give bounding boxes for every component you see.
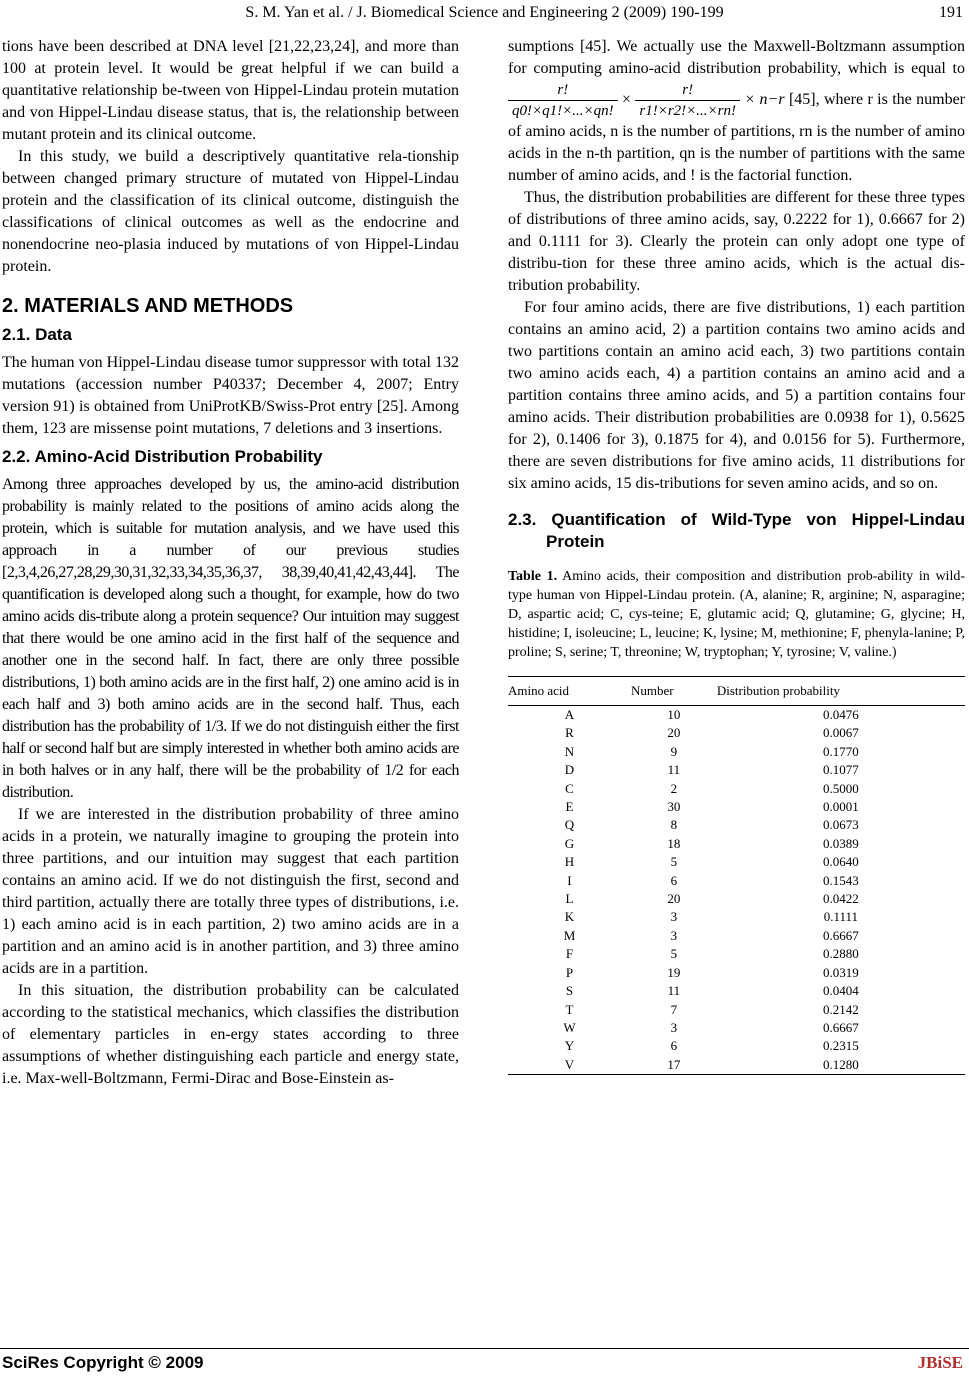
table-cell: 0.0422: [823, 891, 859, 907]
formula-denominator: q0!×q1!×...×qn!: [512, 103, 614, 119]
subsection-heading-distribution: 2.2. Amino-Acid Distribution Probability: [2, 447, 323, 466]
table-cell: 0.1280: [717, 1056, 965, 1075]
table-cell: N: [564, 743, 575, 759]
paragraph: Thus, the distribution probabilities are different for these three types of distributions of three amino acids, say, 0.2222 for 1), 0.6667 for 2) and 0.1111 for 3). Clearly the protein can only adopt one type of distribu-tion for these three amino acids, which is the actual dis-tribution probability.: [508, 189, 965, 294]
column-header: Amino acid: [508, 677, 631, 706]
table-cell: 0.2315: [823, 1038, 859, 1054]
table-cell: 0.1111: [823, 909, 859, 925]
table-row: [508, 1056, 965, 1075]
table-cell: 0.0389: [823, 835, 859, 851]
paragraph: Among three approaches developed by us, the amino-acid distribution probability is mainly related to the positions of amino acids along the protein, which is suitable for mutation analysis, and we have used this approach in a number of our previous studies [2,3,4,26,27,28,29,30,31,32,33,34,35,36,37, 38,39,40,41,42,43,44]. The quantification is developed along such a thought, for example, how do two amino acids dis-tribute along a protein sequence? Our intuition may suggest that there would be one amino acid in the first half of the sequence and another one in the second half. In fact, there are only three possible distributions, 1) both amino acids are in the first half, 2) one amino acid is in each half and 3) both amino acids are in the second half. Thus, each distribution has the probability of 1/3. If we do not distinguish either the first half or second half but are simply interested in whether both amino acids are in both halves or in any half, there will be the probability of 1/2 for each distribution.: [2, 476, 459, 801]
table-cell: 0.0640: [823, 854, 859, 870]
table-cell: Q: [564, 817, 575, 833]
table-cell: 0.5000: [823, 780, 859, 796]
paragraph: In this study, we build a descriptively quantitative rela-tionship between changed primary structure of mutated von Hippel-Lindau protein and the classification of its clinical outcome, distinguish the classifications of clinical outcomes as well as the endocrine and nonendocrine neo-plasia induced by mutations of von Hippel-Lindau protein.: [2, 148, 459, 275]
section-heading-methods: 2. MATERIALS AND METHODS: [2, 295, 294, 317]
table-cell: 3: [670, 909, 678, 925]
table-row: [508, 945, 965, 963]
table-cell: 0.1770: [823, 743, 859, 759]
table-caption-text: Amino acids, their composition and distribution prob-ability in wild-type human von Hippel-Lindau protein. (A, alanine; R, arginine; N, asparagine; D, aspartic acid; C, cys-teine; E, glutamic acid; Q, glutamine; G, glycine; H, histidine; I, isoleucine; L, leucine; K, lysine; M, methionine; F, phenyla-lanine; P, proline; S, serine; T, threonine; W, tryptophan; Y, tyrosine; V, valine.): [508, 569, 965, 660]
table-cell: 0.0001: [823, 799, 859, 815]
formula-tail: × n−r: [744, 91, 785, 109]
table-cell: 5: [670, 946, 678, 962]
table-cell: 0.1543: [823, 872, 859, 888]
copyright: SciRes Copyright © 2009: [2, 1353, 204, 1372]
table-cell: 0.1077: [823, 762, 859, 778]
table-cell: 7: [670, 1001, 678, 1017]
amino-acid-table: [508, 676, 965, 1075]
table-cell: A: [564, 707, 575, 722]
table-cell: S: [565, 983, 574, 999]
table-cell: 10: [667, 707, 681, 722]
table-cell: M: [563, 927, 576, 943]
table-cell: 0.0673: [823, 817, 859, 833]
table-cell: 30: [667, 799, 681, 815]
paragraph-text: sumptions [45]. We actually use the Maxwell-Boltzmann assumption for computing amino-acid distribution probability, which is equal to: [508, 38, 965, 77]
table-cell: Y: [564, 1038, 575, 1054]
table-cell: R: [565, 725, 574, 741]
page-number: 191: [939, 4, 963, 21]
formula-denominator: r1!×r2!×...×rn!: [639, 103, 737, 119]
table-cell: 0.0404: [823, 983, 859, 999]
table-cell: 0.6667: [823, 927, 859, 943]
table-row: [508, 798, 965, 816]
paragraph: If we are interested in the distribution probability of three amino acids in a protein, we naturally imagine to grouping the protein into three partitions, and our intuition may suggest that each partition contains an amino acid. If we do not distinguish the first, second and third partition, actually there are totally three types of distributions, i.e. 1) each amino acid is in each partition, 2) two amino acids are in a partition and an amino acid is in another partition, and 3) three amino acids are in a partition.: [2, 806, 459, 977]
table-cell: 0.0067: [823, 725, 859, 741]
table-cell: 0.6667: [823, 1019, 859, 1035]
table-label: Table 1.: [508, 569, 558, 584]
column-header: Distribution probability: [717, 677, 965, 706]
running-head-text: S. M. Yan et al. / J. Biomedical Science and Engineering 2 (2009) 190-199: [245, 4, 724, 21]
table-cell: D: [564, 762, 575, 778]
table-row: [508, 706, 965, 725]
formula-numerator: r!: [635, 80, 740, 101]
table-cell: V: [508, 1056, 631, 1075]
table-cell: H: [564, 854, 575, 870]
table-cell: 0.0476: [823, 707, 859, 722]
table-cell: 9: [670, 743, 678, 759]
formula-fraction-1: [508, 80, 618, 121]
table-cell: 17: [631, 1056, 717, 1075]
formula-fraction-2: [635, 80, 740, 121]
right-column: [508, 36, 965, 1075]
table-cell: C: [565, 780, 574, 796]
table-cell: 11: [667, 983, 681, 999]
journal-abbrev: JBiSE: [917, 1353, 963, 1372]
paragraph-text: [45], where r is the number of amino acids, n is the number of partitions, rn is the number of amino acids in the n-th partition, qn is the number of partitions with the same number of amino acids, and ! is the factorial function.: [508, 91, 966, 184]
left-column: [2, 36, 459, 1090]
table-cell: 18: [667, 835, 681, 851]
table-row: [508, 908, 965, 926]
table-row: [508, 835, 965, 853]
table-row: [508, 724, 965, 742]
table-row: [508, 964, 965, 982]
table-cell: E: [565, 799, 574, 815]
table-row: [508, 853, 965, 871]
table-cell: 2: [670, 780, 678, 796]
footer-rule: [0, 1348, 969, 1349]
paragraph: tions have been described at DNA level [21,22,23,24], and more than 100 at protein level. It would be great helpful if we can build a quantitative relationship be-tween von Hippel-Lindau protein mutation and von Hippel-Lindau disease status, that is, the relationship between mutant protein and its clinical outcome.: [2, 38, 459, 143]
formula-numerator: r!: [508, 80, 618, 101]
table-cell: 11: [667, 762, 681, 778]
table-row: [508, 1001, 965, 1019]
paragraph: The human von Hippel-Lindau disease tumor suppressor with total 132 mutations (accession number P40337; December 4, 2007; Entry version 91) is obtained from UniProtKB/Swiss-Prot entry [25]. Among them, 123 are missense point mutations, 7 deletions and 3 insertions.: [2, 354, 459, 437]
subsection-heading-wild-type: 2.3. Quantification of Wild-Type von Hippel-Lindau Protein: [508, 510, 965, 551]
table-row: [508, 872, 965, 890]
table-cell: 20: [667, 725, 681, 741]
column-header: Number: [631, 677, 717, 706]
table-cell: 20: [667, 891, 681, 907]
table-row: [508, 780, 965, 798]
table-cell: 19: [667, 964, 681, 980]
table-cell: 6: [670, 1038, 678, 1054]
table-cell: 0.2142: [823, 1001, 859, 1017]
table-row: [508, 890, 965, 908]
table-caption: [508, 567, 965, 662]
paragraph: [508, 36, 965, 187]
table-cell: P: [565, 964, 574, 980]
table-cell: G: [564, 835, 575, 851]
table-cell: F: [565, 946, 574, 962]
table-cell: L: [565, 891, 574, 907]
table-cell: 3: [670, 1019, 678, 1035]
subsection-heading-data: 2.1. Data: [2, 325, 72, 344]
table-cell: T: [565, 1001, 574, 1017]
table-cell: W: [563, 1019, 576, 1035]
table-row: [508, 743, 965, 761]
running-head: [0, 4, 969, 22]
table-cell: 3: [670, 927, 678, 943]
table-cell: 8: [670, 817, 678, 833]
table-row: [508, 761, 965, 779]
table-cell: 5: [670, 854, 678, 870]
formula-times: ×: [621, 91, 632, 109]
table-cell: 6: [670, 872, 678, 888]
table-row: [508, 927, 965, 945]
table-cell: 0.0319: [823, 964, 859, 980]
table-row: [508, 1019, 965, 1037]
paragraph: In this situation, the distribution probability can be calculated according to the statistical mechanics, which classifies the distribution of elementary particles in en-ergy states according to three assumptions of whether distinguishing each particle and energy state, i.e. Max-well-Boltzmann, Fermi-Dirac and Bose-Einstein as-: [2, 982, 459, 1087]
table-row: [508, 982, 965, 1000]
paragraph: For four amino acids, there are five distributions, 1) each partition contains an amino acid, 2) a partition contains two amino acids and two partitions contain an amino acid each, 3) two partitions contain two amino acids each, 4) a partition contains an amino acid and a partition contains three amino acids, and 5) a partition contains four amino acids. Their distribution probabilities are 0.0938 for 1), 0.5625 for 2), 0.1406 for 3), 0.1875 for 4), and 0.0156 for 5). Furthermore, there are seven distributions for five amino acids, 11 distributions for six amino acids, 15 dis-tributions for seven amino acids, and so on.: [508, 299, 965, 492]
table-cell: K: [564, 909, 575, 925]
table-cell: I: [567, 872, 572, 888]
table-cell: 0.2880: [823, 946, 859, 962]
table-row: [508, 1037, 965, 1055]
table-row: [508, 816, 965, 834]
